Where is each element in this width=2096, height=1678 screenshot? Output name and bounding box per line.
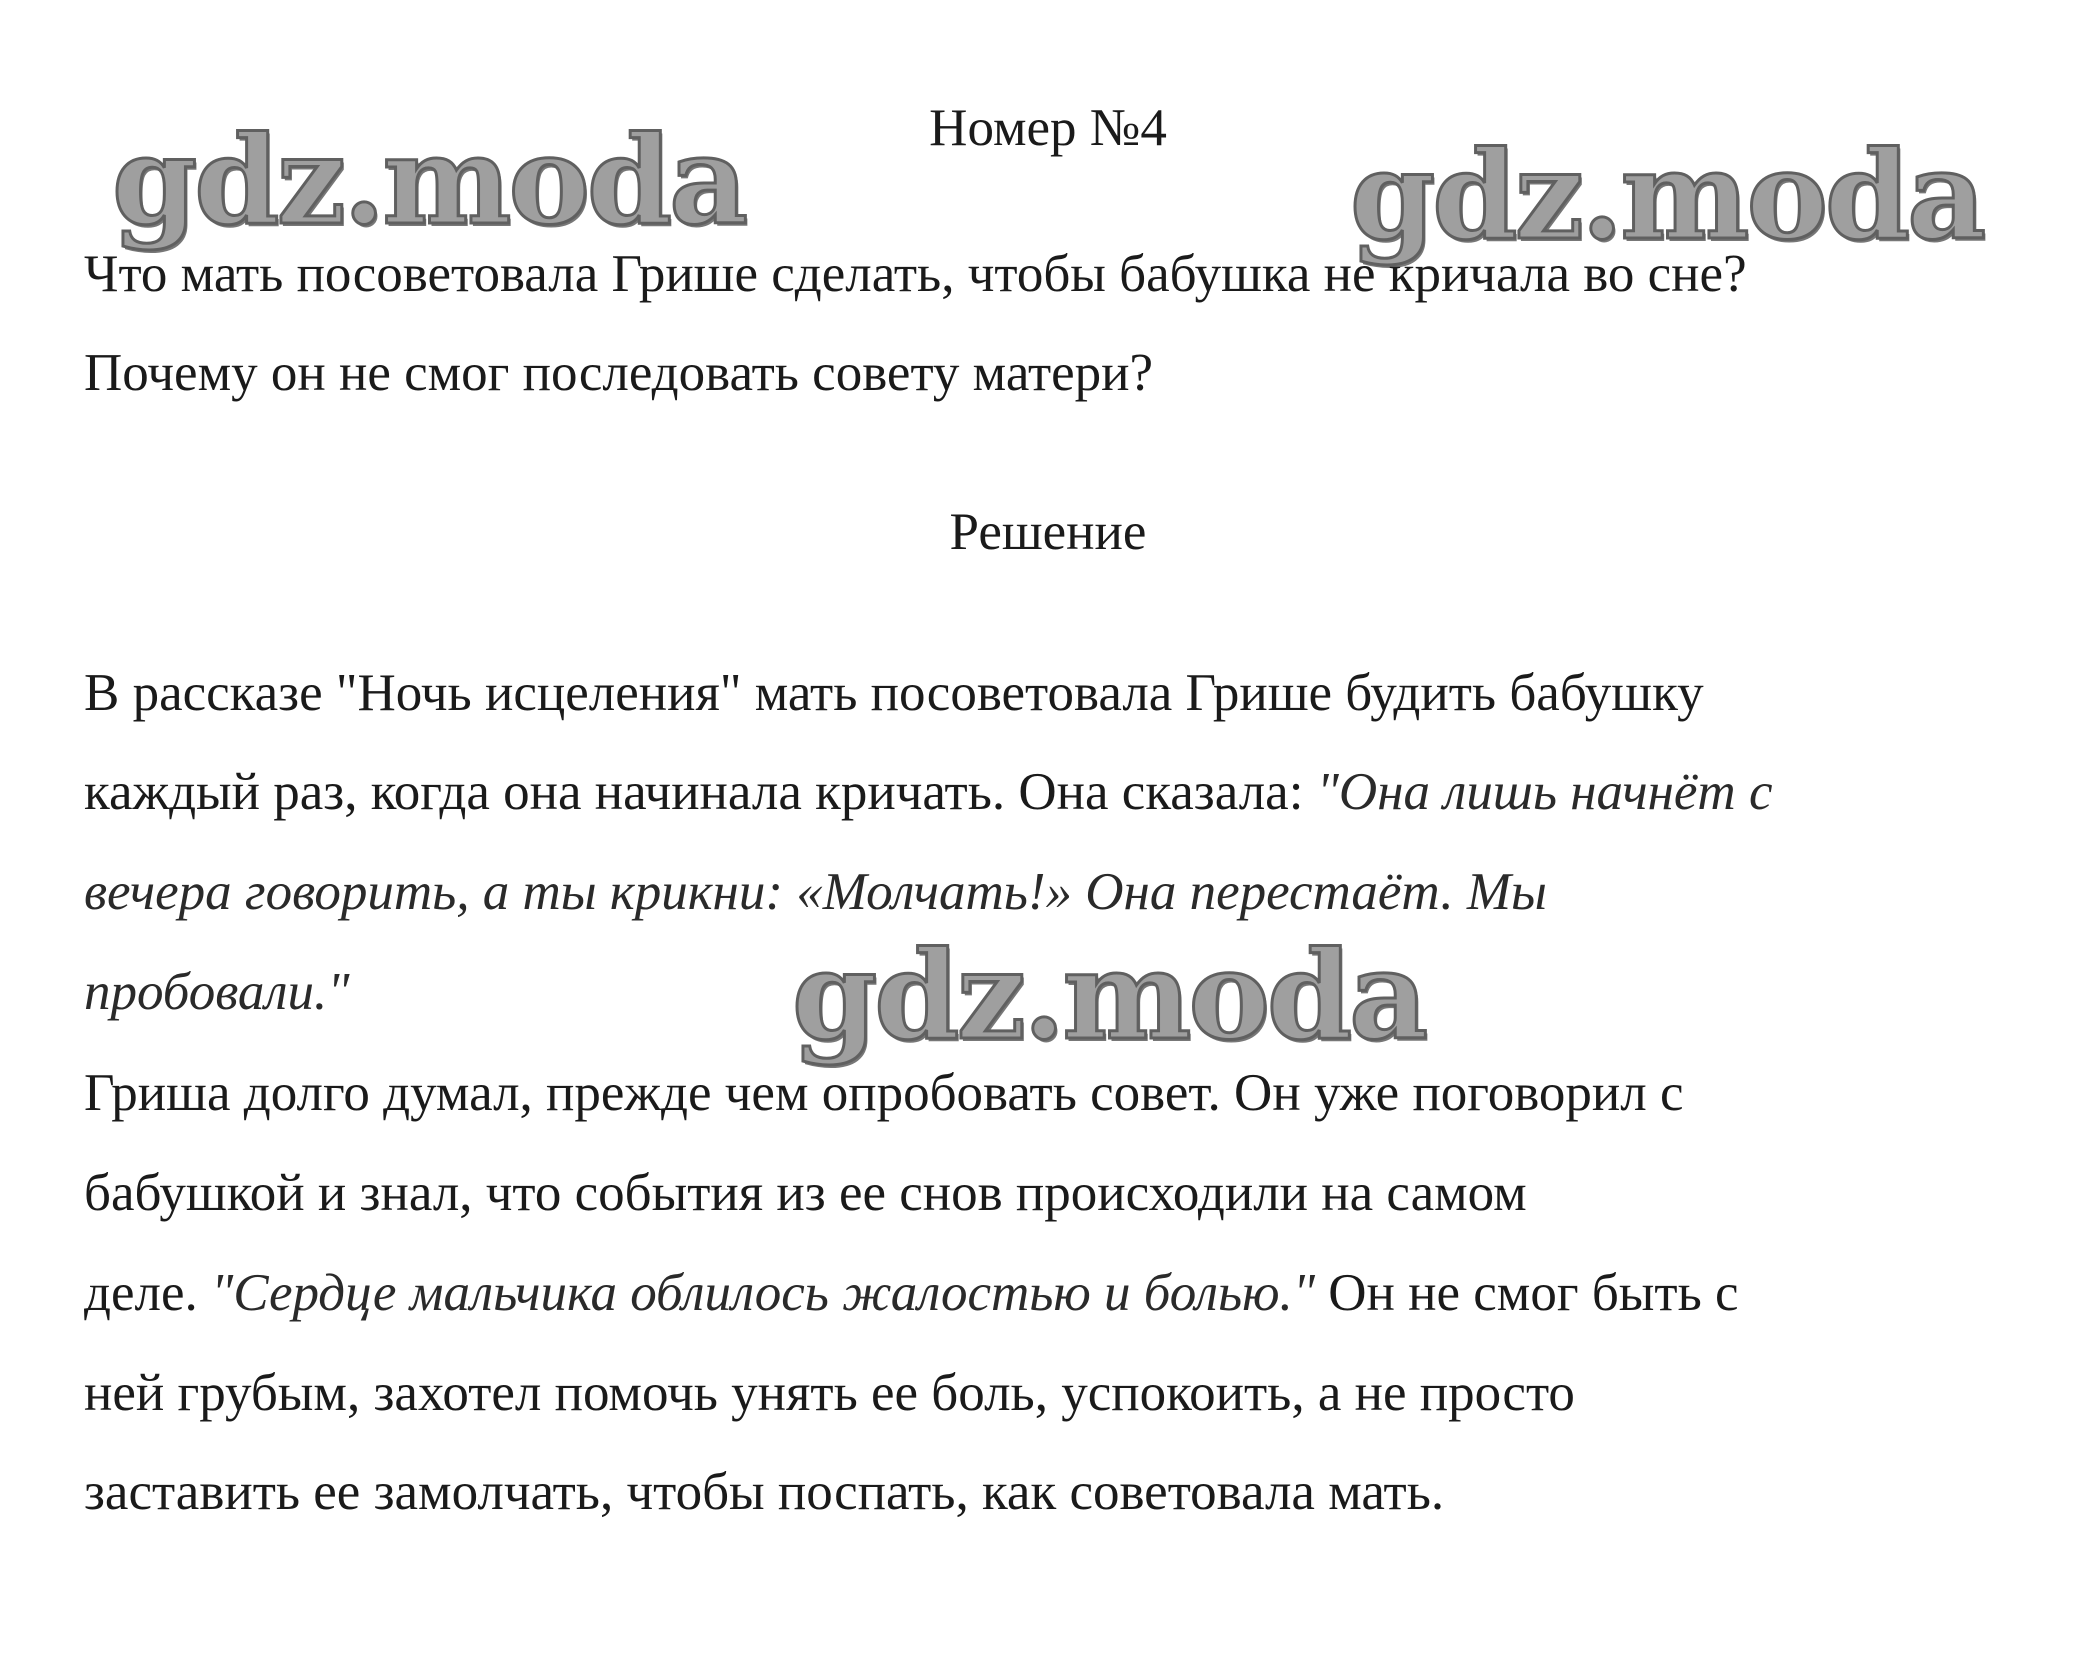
answer-line-6: бабушкой и знал, что события из ее снов происходили на самом [84, 1164, 1527, 1222]
answer-line-5: Гриша долго думал, прежде чем опробовать совет. Он уже поговорил с [84, 1064, 1684, 1122]
watermark-center: gdz.moda [792, 923, 1426, 1067]
answer-line-7-text: деле. [84, 1264, 211, 1322]
watermark-left: gdz.moda [112, 108, 746, 252]
watermark-right: gdz.moda [1350, 123, 1984, 267]
answer-quote-heart: "Сердце мальчика облилось жалостью и болью." [210, 1264, 1315, 1322]
answer-line-7 [84, 1263, 1739, 1323]
question-line-2: Почему он не смог последовать совету матери? [84, 344, 1154, 402]
solution-heading: Решение [949, 503, 1147, 561]
answer-line-7-tail: Он не смог быть с [1315, 1264, 1739, 1322]
answer-quote-line-4: пробовали." [84, 963, 350, 1021]
question-line-1: Что мать посоветовала Грише сделать, чтобы бабушка не кричала во сне? [84, 245, 1747, 303]
answer-line-1: В рассказе "Ночь исцеления" мать посоветовала Грише будить бабушку [84, 664, 1704, 722]
answer-line-9: заставить ее замолчать, чтобы поспать, как советовала мать. [84, 1463, 1445, 1521]
page-title: Номер №4 [929, 99, 1167, 157]
answer-quote-start: "Она лишь начнёт с [1316, 763, 1773, 821]
answer-line-2-text: каждый раз, когда она начинала кричать. Она сказала: [84, 763, 1317, 821]
answer-line-8: ней грубым, захотел помочь унять ее боль, успокоить, а не просто [84, 1364, 1575, 1422]
answer-quote-line-3: вечера говорить, а ты крикни: «Молчать!» Она перестаёт. Мы [84, 863, 1547, 921]
answer-line-2 [84, 762, 1772, 822]
